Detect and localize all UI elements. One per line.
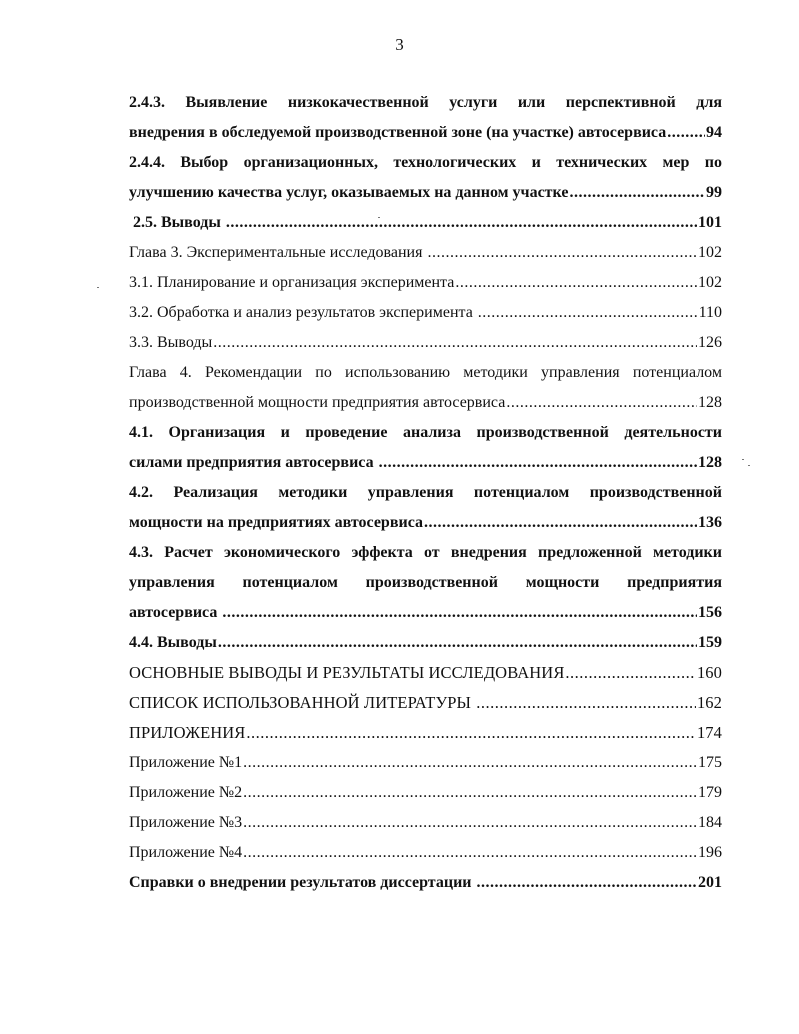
toc-page-number: 174 (696, 723, 722, 742)
dot-leader (243, 838, 697, 868)
toc-entry-line (129, 598, 722, 628)
toc-page-number: 128 (698, 394, 722, 411)
toc-entry-title: ПРИЛОЖЕНИЯ (129, 723, 246, 742)
toc-entry-line (133, 208, 722, 238)
dot-leader (477, 868, 697, 898)
toc-page-number: 162 (696, 693, 722, 712)
toc-entry (129, 328, 722, 358)
toc-entry (129, 358, 722, 418)
toc-entry-title: Глава 3. Экспериментальные исследования (129, 244, 427, 261)
dot-leader (476, 688, 696, 718)
dot-leader (213, 328, 697, 358)
toc-entry-title: 3.3. Выводы (129, 334, 213, 351)
toc-page-number: 201 (698, 874, 722, 891)
dot-leader (667, 118, 705, 148)
toc-entry (129, 238, 722, 268)
toc-entry-line (129, 688, 722, 718)
toc-entry-line (129, 118, 722, 148)
toc-page-number: 156 (698, 604, 722, 621)
toc-entry-line (129, 238, 722, 268)
toc-page-number: 184 (698, 814, 722, 831)
toc-entry-line (129, 868, 722, 898)
toc-entry-title: производственной мощности предприятия автосервиса (129, 394, 506, 411)
toc-entry-line (129, 268, 722, 298)
toc-entry (129, 838, 722, 868)
dot-leader (506, 388, 697, 418)
toc-entry-line (129, 838, 722, 868)
toc-entry-title: Приложение №4 (129, 844, 243, 861)
toc-entry-line (129, 778, 722, 808)
toc-page-number: 179 (698, 784, 722, 801)
toc-entry-line: 4.2. Реализация методики управления потенциалом производственной (129, 484, 722, 501)
dot-leader (218, 628, 697, 658)
toc-entry-line (129, 298, 722, 328)
toc-entry-line (129, 328, 722, 358)
toc-entry-title: 2.5. Выводы (133, 214, 225, 231)
scan-speck (748, 465, 750, 466)
toc-entry (129, 148, 722, 208)
toc-page-number: 159 (698, 634, 722, 651)
toc-entry-line (129, 448, 722, 478)
toc-page-number: 99 (706, 184, 722, 201)
toc-entry (129, 88, 722, 148)
dot-leader (569, 178, 705, 208)
table-of-contents (129, 88, 722, 898)
dot-leader (243, 808, 697, 838)
dot-leader (478, 298, 698, 328)
toc-entry-title: улучшению качества услуг, оказываемых на данном участке (129, 184, 569, 201)
toc-page-number: 94 (706, 124, 722, 141)
toc-entry-title: Приложение №2 (129, 784, 243, 801)
toc-entry-line: 4.1. Организация и проведение анализа производственной деятельности (129, 424, 722, 441)
dot-leader (222, 598, 697, 628)
toc-entry-title: внедрения в обследуемой производственной зоне (на участке) автосервиса (129, 124, 667, 141)
toc-page-number: 110 (698, 304, 722, 321)
dot-leader (565, 658, 696, 688)
toc-entry-line (129, 808, 722, 838)
toc-entry (129, 478, 722, 538)
toc-entry (129, 658, 722, 688)
dot-leader (424, 508, 697, 538)
toc-entry (129, 298, 722, 328)
toc-entry-title: автосервиса (129, 604, 222, 621)
toc-entry (129, 778, 722, 808)
toc-entry-line (129, 388, 722, 418)
toc-entry (129, 748, 722, 778)
toc-entry-line: 2.4.3. Выявление низкокачественной услуги или перспективной для (129, 94, 722, 111)
toc-page-number: 136 (698, 514, 722, 531)
toc-entry-title: Приложение №1 (129, 754, 243, 771)
scan-speck (742, 459, 744, 460)
toc-entry-line: 2.4.4. Выбор организационных, технологических и технических мер по (129, 154, 722, 171)
toc-page-number: 101 (698, 214, 722, 231)
dot-leader (243, 778, 697, 808)
toc-entry-line: Глава 4. Рекомендации по использованию методики управления потенциалом (129, 364, 722, 381)
toc-page-number: 102 (698, 274, 722, 291)
toc-page-number: 128 (698, 454, 722, 471)
dot-leader (427, 238, 697, 268)
toc-entry (129, 418, 722, 478)
toc-page-number: 196 (698, 844, 722, 861)
dot-leader (379, 448, 697, 478)
toc-entry-title: СПИСОК ИСПОЛЬЗОВАННОЙ ЛИТЕРАТУРЫ (129, 693, 476, 712)
toc-entry (129, 538, 722, 628)
dot-leader (226, 208, 697, 238)
toc-entry-line (129, 718, 722, 748)
toc-page-number: 175 (698, 754, 722, 771)
page-number: 3 (395, 35, 404, 54)
toc-entry (129, 718, 722, 748)
toc-entry-title: ОСНОВНЫЕ ВЫВОДЫ И РЕЗУЛЬТАТЫ ИССЛЕДОВАНИЯ (129, 663, 565, 682)
toc-entry-title: силами предприятия автосервиса (129, 454, 378, 471)
toc-entry-line (129, 508, 722, 538)
toc-entry (129, 808, 722, 838)
toc-page-number: 160 (696, 663, 722, 682)
scan-speck (97, 287, 99, 288)
toc-page-number: 126 (698, 334, 722, 351)
toc-entry-line: 4.3. Расчет экономического эффекта от внедрения предложенной методики (129, 544, 722, 561)
toc-entry (129, 268, 722, 298)
toc-entry-title: 3.1. Планирование и организация эксперимента (129, 274, 455, 291)
toc-entry (129, 688, 722, 718)
toc-entry-line: управления потенциалом производственной мощности предприятия (129, 574, 722, 591)
toc-entry-title: Приложение №3 (129, 814, 243, 831)
toc-entry (129, 208, 722, 238)
toc-entry-line (129, 748, 722, 778)
dot-leader (246, 718, 696, 748)
toc-entry-title: Справки о внедрении результатов диссертации (129, 874, 476, 891)
scan-speck (378, 217, 380, 218)
toc-entry-title: 4.4. Выводы (129, 634, 217, 651)
toc-entry (129, 868, 722, 898)
dot-leader (455, 268, 697, 298)
toc-entry (129, 628, 722, 658)
toc-page-number: 102 (698, 244, 722, 261)
toc-entry-line (129, 628, 722, 658)
dot-leader (243, 748, 697, 778)
toc-entry-line (129, 658, 722, 688)
toc-entry-line (129, 178, 722, 208)
toc-entry-title: мощности на предприятиях автосервиса (129, 514, 423, 531)
toc-entry-title: 3.2. Обработка и анализ результатов эксперимента (129, 304, 477, 321)
